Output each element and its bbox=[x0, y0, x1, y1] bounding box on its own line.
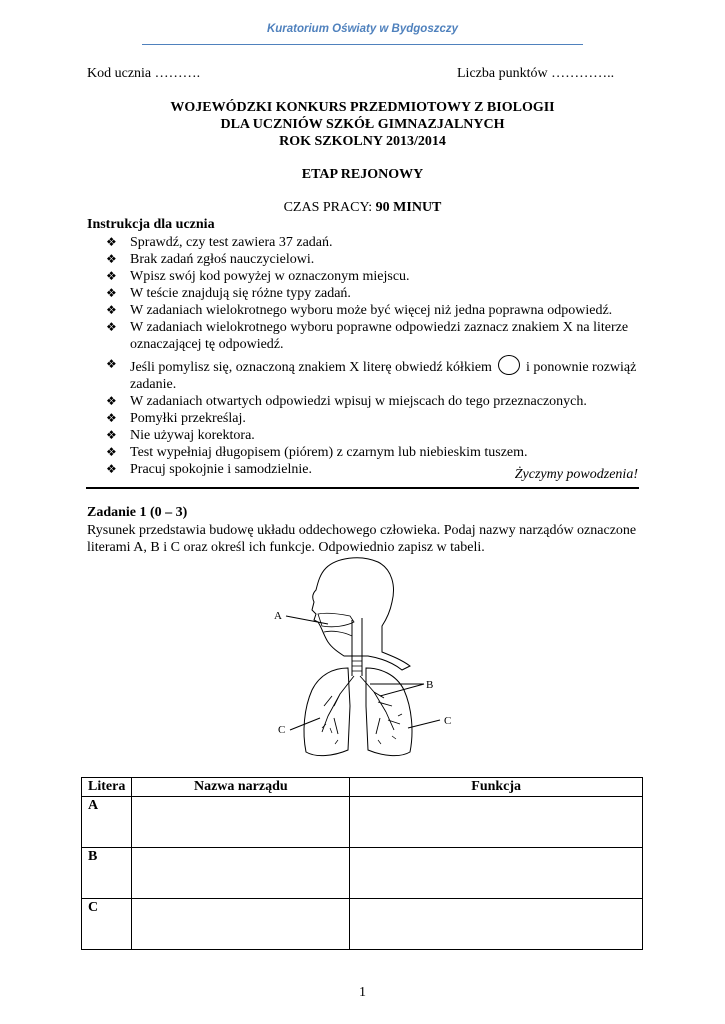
time-value: 90 MINUT bbox=[375, 200, 442, 215]
task-1-text: Rysunek przedstawia budowę układu oddechowego człowieka. Podaj nazwy narządów oznaczone literami A, B i C oraz określ ich funkcje. Odpowiednio zapisz w tabeli. bbox=[87, 523, 637, 555]
organ-name-cell[interactable] bbox=[132, 899, 350, 950]
stage-title: ETAP REJONOWY bbox=[301, 167, 424, 182]
header-institution: Kuratorium Oświaty w Bydgoszczy bbox=[266, 23, 459, 35]
instruction-item: ❖ Jeśli pomylisz się, oznaczoną znakiem X literę obwiedź kółkiem i ponownie rozwiąż zadanie. bbox=[106, 357, 637, 392]
header-function: Funkcja bbox=[350, 778, 643, 797]
diamond-bullet-icon: ❖ bbox=[106, 462, 117, 476]
trachea bbox=[352, 618, 362, 676]
nasal-cavity bbox=[318, 613, 354, 627]
header-organ-name: Nazwa narządu bbox=[132, 778, 350, 797]
good-luck-wish: Życzymy powodzenia! bbox=[514, 467, 638, 482]
right-lung bbox=[366, 668, 412, 756]
organ-name-cell[interactable] bbox=[132, 848, 350, 899]
respiratory-system-figure bbox=[268, 556, 468, 768]
page-number: 1 bbox=[359, 985, 366, 1000]
instruction-item: ❖ W zadaniach wielokrotnego wyboru poprawne odpowiedzi zaznacz znakiem X na literze oznaczającej tę odpowiedź. bbox=[106, 320, 629, 352]
tongue bbox=[324, 631, 352, 636]
diamond-bullet-icon: ❖ bbox=[106, 445, 117, 459]
student-code-label: Kod ucznia ………. bbox=[87, 66, 201, 81]
time-line bbox=[0, 200, 725, 216]
trachea-rings bbox=[352, 656, 362, 671]
instruction-item: ❖ Brak zadań zgłoś nauczycielowi. bbox=[106, 252, 315, 267]
diamond-bullet-icon: ❖ bbox=[106, 252, 117, 266]
instruction-item: ❖ Nie używaj korektora. bbox=[106, 428, 255, 443]
instructions-heading: Instrukcja dla ucznia bbox=[87, 217, 215, 232]
instruction-item: ❖ Sprawdź, czy test zawiera 37 zadań. bbox=[106, 235, 333, 250]
instruction-item: ❖ W teście znajdują się różne typy zadań. bbox=[106, 286, 351, 301]
diamond-bullet-icon: ❖ bbox=[106, 428, 117, 442]
answer-table bbox=[81, 777, 643, 950]
table-row bbox=[82, 797, 643, 848]
diamond-bullet-icon: ❖ bbox=[106, 303, 117, 317]
left-lung bbox=[304, 668, 350, 756]
instruction-item: ❖ Test wypełniaj długopisem (piórem) z czarnym lub niebieskim tuszem. bbox=[106, 445, 528, 460]
function-cell[interactable] bbox=[350, 848, 643, 899]
row-letter: A bbox=[82, 797, 132, 848]
pointer-a bbox=[286, 616, 328, 624]
instruction-item: ❖ Pomyłki przekreślaj. bbox=[106, 411, 246, 426]
header-divider bbox=[142, 44, 583, 45]
task-1-heading: Zadanie 1 (0 – 3) bbox=[87, 505, 188, 520]
time-label: CZAS PRACY: bbox=[283, 200, 376, 215]
label-c-left: C bbox=[278, 724, 286, 736]
function-cell[interactable] bbox=[350, 899, 643, 950]
pointer-c-right bbox=[408, 720, 440, 728]
title-line-2: DLA UCZNIÓW SZKÓŁ GIMNAZJALNYCH bbox=[220, 117, 505, 132]
instruction-item: ❖ Wpisz swój kod powyżej w oznaczonym miejscu. bbox=[106, 269, 410, 284]
instruction-item: ❖ Pracuj spokojnie i samodzielnie. bbox=[106, 462, 312, 477]
diamond-bullet-icon: ❖ bbox=[106, 320, 117, 334]
points-label: Liczba punktów ………….. bbox=[457, 66, 615, 81]
diamond-bullet-icon: ❖ bbox=[106, 269, 117, 283]
section-divider bbox=[86, 487, 639, 489]
organ-name-cell[interactable] bbox=[132, 797, 350, 848]
table-header-row bbox=[82, 778, 643, 797]
instruction-item: ❖ W zadaniach wielokrotnego wyboru może być więcej niż jedna poprawna odpowiedź. bbox=[106, 303, 613, 318]
diamond-bullet-icon: ❖ bbox=[106, 235, 117, 249]
head-outline bbox=[312, 558, 410, 670]
row-letter: B bbox=[82, 848, 132, 899]
table-row bbox=[82, 899, 643, 950]
label-a: A bbox=[274, 610, 282, 622]
title-line-1: WOJEWÓDZKI KONKURS PRZEDMIOTOWY Z BIOLOGII bbox=[170, 100, 555, 115]
row-letter: C bbox=[82, 899, 132, 950]
diamond-bullet-icon: ❖ bbox=[106, 357, 117, 371]
table-row bbox=[82, 848, 643, 899]
diamond-bullet-icon: ❖ bbox=[106, 411, 117, 425]
label-c-right: C bbox=[444, 715, 452, 727]
instructions-list bbox=[106, 234, 646, 478]
circle-mark-icon bbox=[498, 355, 520, 375]
instruction-item: ❖ W zadaniach otwartych odpowiedzi wpisuj w miejscach do tego przeznaczonych. bbox=[106, 394, 587, 409]
function-cell[interactable] bbox=[350, 797, 643, 848]
header-letter: Litera bbox=[82, 778, 132, 797]
diamond-bullet-icon: ❖ bbox=[106, 286, 117, 300]
label-b: B bbox=[426, 679, 434, 691]
title-line-3: ROK SZKOLNY 2013/2014 bbox=[279, 134, 446, 149]
diamond-bullet-icon: ❖ bbox=[106, 394, 117, 408]
